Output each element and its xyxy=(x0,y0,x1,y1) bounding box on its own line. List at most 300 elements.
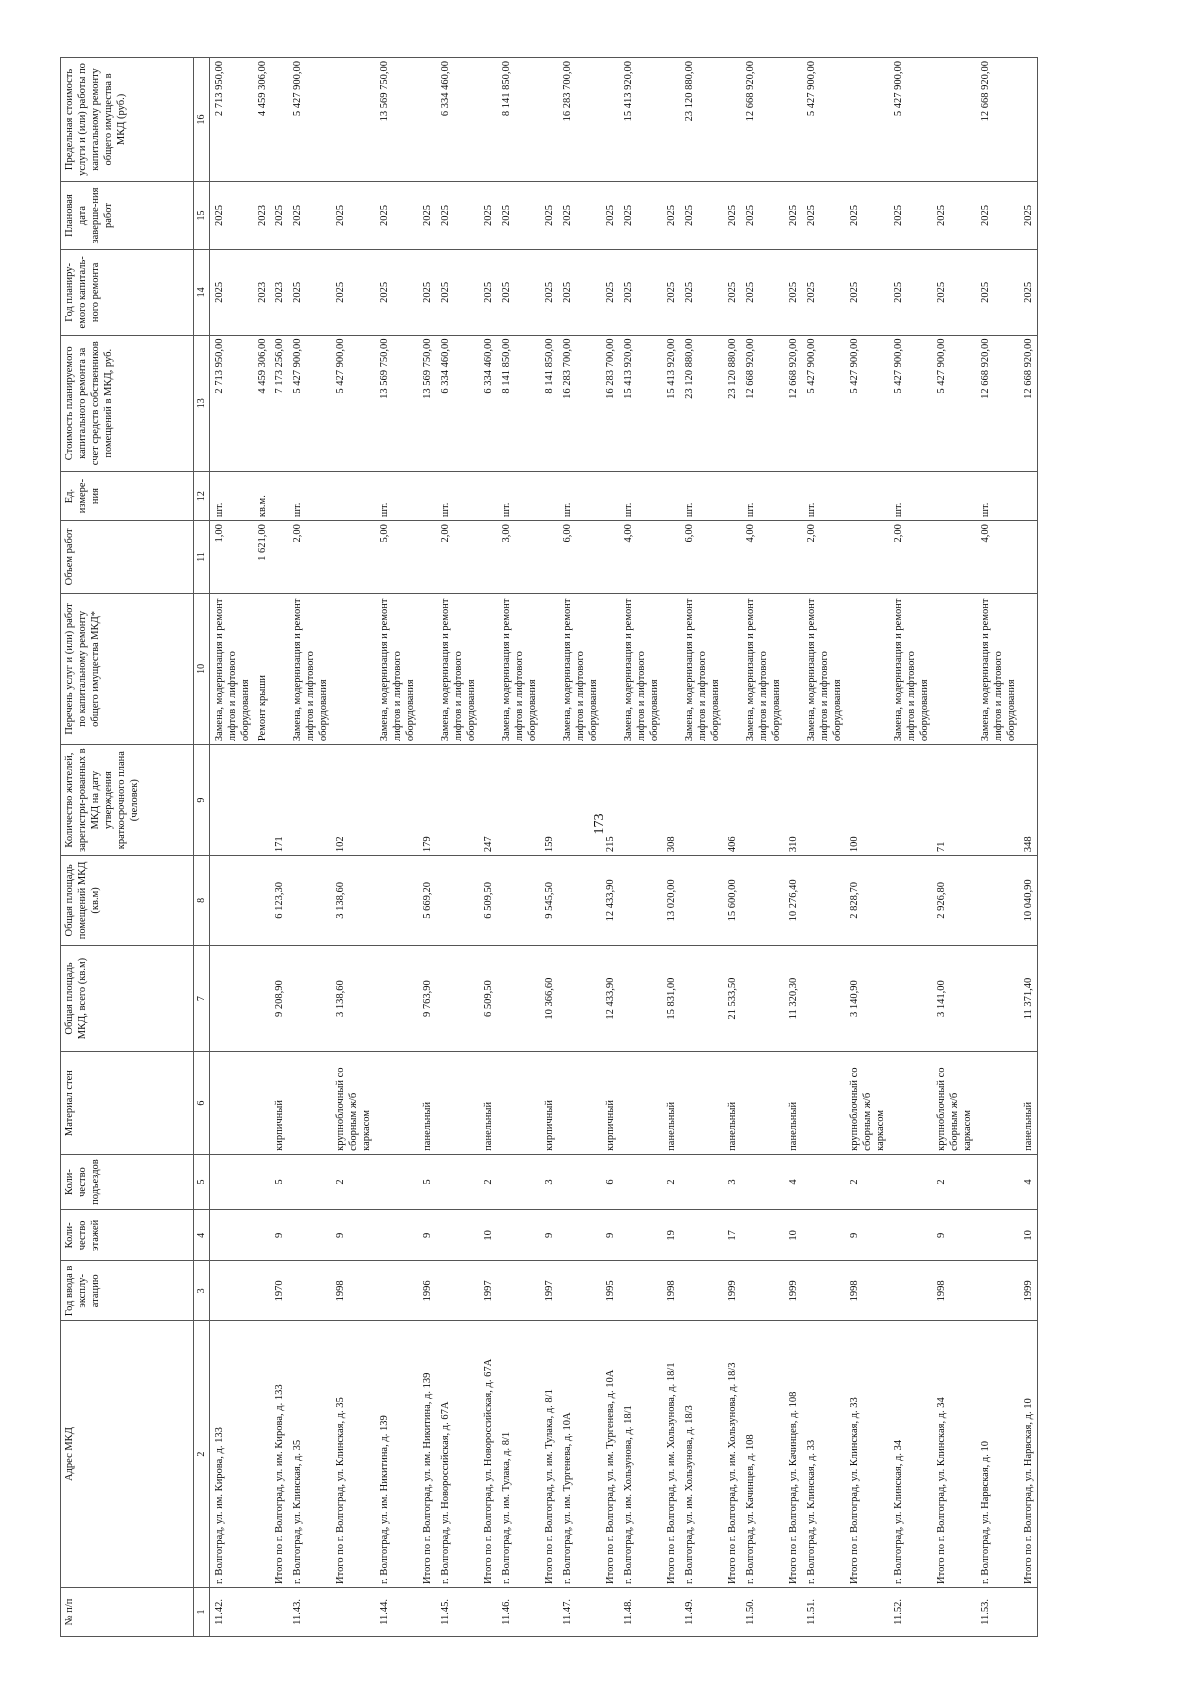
completion-date-cell: 2025 xyxy=(933,181,976,249)
unit-cell xyxy=(933,472,976,521)
repair-year-cell: 2025 xyxy=(602,250,619,335)
unit-cell xyxy=(271,472,288,521)
total-area-cell xyxy=(741,945,785,1052)
header-cell: Материал стен xyxy=(61,1052,194,1154)
row-number-cell xyxy=(785,1587,802,1636)
max-cost-cell xyxy=(663,58,680,182)
column-number: 7 xyxy=(194,945,210,1052)
row-number-cell xyxy=(480,1587,497,1636)
residents-cell xyxy=(497,745,541,856)
row-number-cell xyxy=(846,1587,889,1636)
work-volume-cell: 2,00 xyxy=(889,521,933,594)
entrances-cell xyxy=(375,1154,419,1209)
repair-year-cell: 2025 xyxy=(497,250,541,335)
address-cell: г. Волгоград, ул. Клинская, д. 33 xyxy=(802,1321,846,1588)
row-number-cell: 11.48. xyxy=(619,1587,663,1636)
residents-cell: 179 xyxy=(419,745,436,856)
floors-cell xyxy=(210,1210,255,1261)
header-cell: Ед. измере-ния xyxy=(61,472,194,521)
address-cell: г. Волгоград, ул. им. Тулака, д. 8/1 xyxy=(497,1321,541,1588)
max-cost-cell: 4 459 306,00 xyxy=(254,58,271,182)
residents-cell: 406 xyxy=(724,745,741,856)
address-cell: Итого по г. Волгоград, ул. им. Тургенева, д. 10А xyxy=(602,1321,619,1588)
table-header-row xyxy=(61,58,194,1637)
completion-date-cell: 2025 xyxy=(619,181,663,249)
max-cost-cell xyxy=(1020,58,1038,182)
total-area-cell xyxy=(976,945,1020,1052)
table-row xyxy=(889,58,933,1637)
completion-date-cell: 2025 xyxy=(802,181,846,249)
floors-cell xyxy=(619,1210,663,1261)
table-row xyxy=(419,58,436,1637)
premises-area-cell: 6 509,50 xyxy=(480,856,497,946)
residents-cell xyxy=(976,745,1020,856)
max-cost-cell: 5 427 900,00 xyxy=(802,58,846,182)
entrances-cell xyxy=(254,1154,271,1209)
owner-cost-cell: 2 713 950,00 xyxy=(210,335,255,472)
unit-cell: шт. xyxy=(619,472,663,521)
completion-date-cell: 2025 xyxy=(210,181,255,249)
table-row xyxy=(680,58,724,1637)
row-number-cell: 11.52. xyxy=(889,1587,933,1636)
floors-cell xyxy=(288,1210,332,1261)
unit-cell xyxy=(724,472,741,521)
work-volume-cell xyxy=(785,521,802,594)
entrances-cell: 4 xyxy=(785,1154,802,1209)
entrances-cell: 2 xyxy=(846,1154,889,1209)
max-cost-cell xyxy=(419,58,436,182)
work-volume-cell: 3,00 xyxy=(497,521,541,594)
max-cost-cell xyxy=(602,58,619,182)
floors-cell: 10 xyxy=(785,1210,802,1261)
premises-area-cell: 5 669,20 xyxy=(419,856,436,946)
header-cell: Плановая дата заверше-ния работ xyxy=(61,181,194,249)
max-cost-cell xyxy=(332,58,375,182)
owner-cost-cell: 12 668 920,00 xyxy=(785,335,802,472)
residents-cell xyxy=(558,745,602,856)
max-cost-cell xyxy=(785,58,802,182)
work-volume-cell xyxy=(663,521,680,594)
total-area-cell: 3 141,00 xyxy=(933,945,976,1052)
address-cell: Итого по г. Волгоград, ул. им. Тулака, д. 8/1 xyxy=(541,1321,558,1588)
unit-cell: шт. xyxy=(375,472,419,521)
premises-area-cell: 15 600,00 xyxy=(724,856,741,946)
total-area-cell xyxy=(558,945,602,1052)
floors-cell: 19 xyxy=(663,1210,680,1261)
works-list-cell: Замена, модернизация и ремонт лифтов и лифтового оборудования xyxy=(558,593,602,744)
column-number: 2 xyxy=(194,1321,210,1588)
floors-cell: 10 xyxy=(1020,1210,1038,1261)
address-cell xyxy=(254,1321,271,1588)
premises-area-cell xyxy=(680,856,724,946)
work-volume-cell xyxy=(724,521,741,594)
unit-cell xyxy=(602,472,619,521)
work-volume-cell: 2,00 xyxy=(802,521,846,594)
unit-cell: шт. xyxy=(741,472,785,521)
completion-date-cell: 2025 xyxy=(541,181,558,249)
owner-cost-cell: 15 413 920,00 xyxy=(619,335,663,472)
premises-area-cell: 10 040,90 xyxy=(1020,856,1038,946)
max-cost-cell: 15 413 920,00 xyxy=(619,58,663,182)
unit-cell: шт. xyxy=(976,472,1020,521)
unit-cell xyxy=(419,472,436,521)
premises-area-cell xyxy=(802,856,846,946)
commission-year-cell xyxy=(254,1261,271,1321)
premises-area-cell xyxy=(741,856,785,946)
works-list-cell xyxy=(1020,593,1038,744)
table-row xyxy=(602,58,619,1637)
premises-area-cell xyxy=(497,856,541,946)
premises-area-cell: 2 926,80 xyxy=(933,856,976,946)
commission-year-cell: 1997 xyxy=(541,1261,558,1321)
repair-year-cell: 2025 xyxy=(802,250,846,335)
commission-year-cell xyxy=(210,1261,255,1321)
total-area-cell: 11 371,40 xyxy=(1020,945,1038,1052)
commission-year-cell: 1970 xyxy=(271,1261,288,1321)
residents-cell xyxy=(375,745,419,856)
residents-cell: 100 xyxy=(846,745,889,856)
completion-date-cell: 2025 xyxy=(375,181,419,249)
wall-material-cell xyxy=(288,1052,332,1154)
column-number: 12 xyxy=(194,472,210,521)
owner-cost-cell: 5 427 900,00 xyxy=(846,335,889,472)
floors-cell: 9 xyxy=(541,1210,558,1261)
work-volume-cell: 1 621,00 xyxy=(254,521,271,594)
row-number-cell xyxy=(254,1587,271,1636)
row-number-cell xyxy=(724,1587,741,1636)
repair-year-cell: 2025 xyxy=(480,250,497,335)
premises-area-cell xyxy=(619,856,663,946)
row-number-cell: 11.43. xyxy=(288,1587,332,1636)
table-row xyxy=(375,58,419,1637)
floors-cell xyxy=(680,1210,724,1261)
row-number-cell: 11.46. xyxy=(497,1587,541,1636)
wall-material-cell xyxy=(741,1052,785,1154)
works-list-cell: Замена, модернизация и ремонт лифтов и лифтового оборудования xyxy=(680,593,724,744)
total-area-cell xyxy=(619,945,663,1052)
address-cell: Итого по г. Волгоград, ул. им. Никитина, д. 139 xyxy=(419,1321,436,1588)
total-area-cell xyxy=(436,945,480,1052)
owner-cost-cell: 16 283 700,00 xyxy=(558,335,602,472)
header-cell: Общая площадь помещений МКД (кв.м) xyxy=(61,856,194,946)
repair-year-cell: 2025 xyxy=(663,250,680,335)
floors-cell: 9 xyxy=(332,1210,375,1261)
row-number-cell: 11.45. xyxy=(436,1587,480,1636)
repair-year-cell: 2025 xyxy=(436,250,480,335)
floors-cell: 9 xyxy=(846,1210,889,1261)
table-row xyxy=(480,58,497,1637)
entrances-cell xyxy=(436,1154,480,1209)
premises-area-cell xyxy=(558,856,602,946)
header-cell: Коли-чество этажей xyxy=(61,1210,194,1261)
address-cell: Итого по г. Волгоград, ул. Качинцев, д. 108 xyxy=(785,1321,802,1588)
wall-material-cell xyxy=(254,1052,271,1154)
owner-cost-cell: 5 427 900,00 xyxy=(802,335,846,472)
completion-date-cell: 2025 xyxy=(889,181,933,249)
total-area-cell: 9 208,90 xyxy=(271,945,288,1052)
premises-area-cell: 6 123,30 xyxy=(271,856,288,946)
works-list-cell: Замена, модернизация и ремонт лифтов и лифтового оборудования xyxy=(802,593,846,744)
total-area-cell xyxy=(210,945,255,1052)
works-list-cell: Замена, модернизация и ремонт лифтов и лифтового оборудования xyxy=(976,593,1020,744)
row-number-cell xyxy=(541,1587,558,1636)
unit-cell: шт. xyxy=(497,472,541,521)
wall-material-cell: крупноблочный со сборным ж/б каркасом xyxy=(846,1052,889,1154)
works-list-cell: Замена, модернизация и ремонт лифтов и лифтового оборудования xyxy=(375,593,419,744)
repair-year-cell: 2025 xyxy=(332,250,375,335)
unit-cell: шт. xyxy=(889,472,933,521)
completion-date-cell: 2025 xyxy=(724,181,741,249)
commission-year-cell xyxy=(436,1261,480,1321)
address-cell: г. Волгоград, ул. Нарвская, д. 10 xyxy=(976,1321,1020,1588)
address-cell: Итого по г. Волгоград, ул. Клинская, д. 34 xyxy=(933,1321,976,1588)
works-list-cell xyxy=(419,593,436,744)
floors-cell: 9 xyxy=(271,1210,288,1261)
floors-cell: 17 xyxy=(724,1210,741,1261)
total-area-cell: 10 366,60 xyxy=(541,945,558,1052)
works-list-cell: Замена, модернизация и ремонт лифтов и лифтового оборудования xyxy=(288,593,332,744)
owner-cost-cell: 5 427 900,00 xyxy=(288,335,332,472)
unit-cell: шт. xyxy=(436,472,480,521)
entrances-cell xyxy=(976,1154,1020,1209)
entrances-cell: 2 xyxy=(933,1154,976,1209)
commission-year-cell: 1998 xyxy=(332,1261,375,1321)
document-table-container xyxy=(60,57,1140,1637)
completion-date-cell: 2025 xyxy=(288,181,332,249)
completion-date-cell: 2025 xyxy=(602,181,619,249)
max-cost-cell xyxy=(724,58,741,182)
repair-year-cell: 2025 xyxy=(1020,250,1038,335)
premises-area-cell: 3 138,60 xyxy=(332,856,375,946)
premises-area-cell xyxy=(210,856,255,946)
premises-area-cell xyxy=(288,856,332,946)
work-volume-cell xyxy=(419,521,436,594)
works-list-cell xyxy=(541,593,558,744)
total-area-cell: 6 509,50 xyxy=(480,945,497,1052)
column-number-row xyxy=(194,58,210,1637)
floors-cell xyxy=(558,1210,602,1261)
address-cell: г. Волгоград, ул. Новороссийская, д. 67А xyxy=(436,1321,480,1588)
repair-year-cell: 2025 xyxy=(741,250,785,335)
column-number: 9 xyxy=(194,745,210,856)
work-volume-cell: 6,00 xyxy=(680,521,724,594)
work-volume-cell: 6,00 xyxy=(558,521,602,594)
unit-cell: шт. xyxy=(288,472,332,521)
wall-material-cell: кирпичный xyxy=(602,1052,619,1154)
commission-year-cell xyxy=(976,1261,1020,1321)
owner-cost-cell: 16 283 700,00 xyxy=(602,335,619,472)
works-list-cell: Замена, модернизация и ремонт лифтов и лифтового оборудования xyxy=(619,593,663,744)
completion-date-cell: 2025 xyxy=(480,181,497,249)
completion-date-cell: 2025 xyxy=(741,181,785,249)
header-cell: Объем работ xyxy=(61,521,194,594)
table-row xyxy=(210,58,255,1637)
row-number-cell: 11.44. xyxy=(375,1587,419,1636)
works-list-cell xyxy=(480,593,497,744)
table-row xyxy=(332,58,375,1637)
completion-date-cell: 2025 xyxy=(419,181,436,249)
unit-cell xyxy=(480,472,497,521)
residents-cell: 310 xyxy=(785,745,802,856)
completion-date-cell: 2025 xyxy=(785,181,802,249)
table-body xyxy=(210,58,1038,1637)
repair-year-cell: 2025 xyxy=(419,250,436,335)
total-area-cell: 3 138,60 xyxy=(332,945,375,1052)
column-number: 15 xyxy=(194,181,210,249)
total-area-cell: 11 320,30 xyxy=(785,945,802,1052)
premises-area-cell: 10 276,40 xyxy=(785,856,802,946)
wall-material-cell xyxy=(558,1052,602,1154)
row-number-cell: 11.47. xyxy=(558,1587,602,1636)
commission-year-cell: 1998 xyxy=(846,1261,889,1321)
wall-material-cell xyxy=(436,1052,480,1154)
max-cost-cell xyxy=(933,58,976,182)
column-number: 11 xyxy=(194,521,210,594)
work-volume-cell: 2,00 xyxy=(288,521,332,594)
repair-year-cell: 2025 xyxy=(680,250,724,335)
residents-cell xyxy=(680,745,724,856)
owner-cost-cell: 12 668 920,00 xyxy=(976,335,1020,472)
owner-cost-cell: 12 668 920,00 xyxy=(1020,335,1038,472)
residents-cell: 348 xyxy=(1020,745,1038,856)
entrances-cell xyxy=(558,1154,602,1209)
commission-year-cell: 1999 xyxy=(1020,1261,1038,1321)
owner-cost-cell: 13 569 750,00 xyxy=(375,335,419,472)
unit-cell: кв.м. xyxy=(254,472,271,521)
table-row xyxy=(785,58,802,1637)
total-area-cell xyxy=(802,945,846,1052)
work-volume-cell: 1,00 xyxy=(210,521,255,594)
owner-cost-cell: 23 120 880,00 xyxy=(724,335,741,472)
wall-material-cell: крупноблочный со сборным ж/б каркасом xyxy=(332,1052,375,1154)
owner-cost-cell: 13 569 750,00 xyxy=(419,335,436,472)
commission-year-cell xyxy=(288,1261,332,1321)
row-number-cell: 11.49. xyxy=(680,1587,724,1636)
unit-cell: шт. xyxy=(802,472,846,521)
residents-cell xyxy=(436,745,480,856)
commission-year-cell xyxy=(497,1261,541,1321)
max-cost-cell: 5 427 900,00 xyxy=(288,58,332,182)
work-volume-cell xyxy=(602,521,619,594)
work-volume-cell: 2,00 xyxy=(436,521,480,594)
works-list-cell: Замена, модернизация и ремонт лифтов и лифтового оборудования xyxy=(436,593,480,744)
residents-cell: 171 xyxy=(271,745,288,856)
owner-cost-cell: 12 668 920,00 xyxy=(741,335,785,472)
max-cost-cell xyxy=(846,58,889,182)
repair-year-cell: 2025 xyxy=(558,250,602,335)
work-volume-cell: 4,00 xyxy=(741,521,785,594)
works-list-cell xyxy=(785,593,802,744)
floors-cell xyxy=(497,1210,541,1261)
total-area-cell: 21 533,50 xyxy=(724,945,741,1052)
floors-cell: 9 xyxy=(419,1210,436,1261)
works-list-cell: Замена, модернизация и ремонт лифтов и лифтового оборудования xyxy=(210,593,255,744)
owner-cost-cell: 23 120 880,00 xyxy=(680,335,724,472)
entrances-cell: 5 xyxy=(271,1154,288,1209)
floors-cell xyxy=(802,1210,846,1261)
premises-area-cell xyxy=(254,856,271,946)
column-number: 3 xyxy=(194,1261,210,1321)
address-cell: г. Волгоград, ул. им. Тургенева, д. 10А xyxy=(558,1321,602,1588)
owner-cost-cell: 5 427 900,00 xyxy=(889,335,933,472)
works-list-cell xyxy=(724,593,741,744)
commission-year-cell: 1997 xyxy=(480,1261,497,1321)
address-cell: Итого по г. Волгоград, ул. Клинская, д. 33 xyxy=(846,1321,889,1588)
address-cell: Итого по г. Волгоград, ул. им. Кирова, д. 133 xyxy=(271,1321,288,1588)
works-list-cell xyxy=(332,593,375,744)
wall-material-cell: панельный xyxy=(419,1052,436,1154)
table-row xyxy=(497,58,541,1637)
address-cell: г. Волгоград, ул. им. Никитина, д. 139 xyxy=(375,1321,419,1588)
unit-cell xyxy=(332,472,375,521)
residents-cell xyxy=(288,745,332,856)
commission-year-cell: 1996 xyxy=(419,1261,436,1321)
wall-material-cell xyxy=(680,1052,724,1154)
unit-cell xyxy=(1020,472,1038,521)
wall-material-cell xyxy=(802,1052,846,1154)
entrances-cell: 3 xyxy=(541,1154,558,1209)
premises-area-cell: 2 828,70 xyxy=(846,856,889,946)
row-number-cell xyxy=(1020,1587,1038,1636)
floors-cell xyxy=(375,1210,419,1261)
repair-year-cell: 2025 xyxy=(785,250,802,335)
work-volume-cell xyxy=(480,521,497,594)
unit-cell: шт. xyxy=(210,472,255,521)
unit-cell xyxy=(846,472,889,521)
premises-area-cell xyxy=(976,856,1020,946)
floors-cell xyxy=(254,1210,271,1261)
wall-material-cell xyxy=(210,1052,255,1154)
column-number: 16 xyxy=(194,58,210,182)
work-volume-cell xyxy=(846,521,889,594)
owner-cost-cell: 5 427 900,00 xyxy=(332,335,375,472)
header-cell: Год ввода в эксплу-атацию xyxy=(61,1261,194,1321)
residents-cell: 215 xyxy=(602,745,619,856)
completion-date-cell: 2025 xyxy=(976,181,1020,249)
max-cost-cell: 2 713 950,00 xyxy=(210,58,255,182)
row-number-cell: 11.53. xyxy=(976,1587,1020,1636)
repair-year-cell: 2025 xyxy=(210,250,255,335)
owner-cost-cell: 8 141 850,00 xyxy=(497,335,541,472)
commission-year-cell xyxy=(889,1261,933,1321)
column-number: 5 xyxy=(194,1154,210,1209)
entrances-cell xyxy=(889,1154,933,1209)
works-list-cell xyxy=(271,593,288,744)
commission-year-cell xyxy=(619,1261,663,1321)
repair-year-cell: 2025 xyxy=(288,250,332,335)
wall-material-cell: панельный xyxy=(1020,1052,1038,1154)
premises-area-cell: 9 545,50 xyxy=(541,856,558,946)
unit-cell xyxy=(663,472,680,521)
premises-area-cell: 12 433,90 xyxy=(602,856,619,946)
residents-cell xyxy=(619,745,663,856)
table-row xyxy=(619,58,663,1637)
header-cell: Предельная стоимость услуги и (или) работы по капитальному ремонту общего имущества в МКД (руб.) xyxy=(61,58,194,182)
completion-date-cell: 2025 xyxy=(663,181,680,249)
table-row xyxy=(724,58,741,1637)
works-list-cell: Замена, модернизация и ремонт лифтов и лифтового оборудования xyxy=(741,593,785,744)
premises-area-cell xyxy=(436,856,480,946)
repair-year-cell: 2025 xyxy=(541,250,558,335)
completion-date-cell: 2025 xyxy=(1020,181,1038,249)
column-number: 14 xyxy=(194,250,210,335)
header-cell: Год планиру-емого капиталь-ного ремонта xyxy=(61,250,194,335)
owner-cost-cell: 4 459 306,00 xyxy=(254,335,271,472)
max-cost-cell: 5 427 900,00 xyxy=(889,58,933,182)
entrances-cell: 2 xyxy=(332,1154,375,1209)
wall-material-cell xyxy=(497,1052,541,1154)
owner-cost-cell: 5 427 900,00 xyxy=(933,335,976,472)
